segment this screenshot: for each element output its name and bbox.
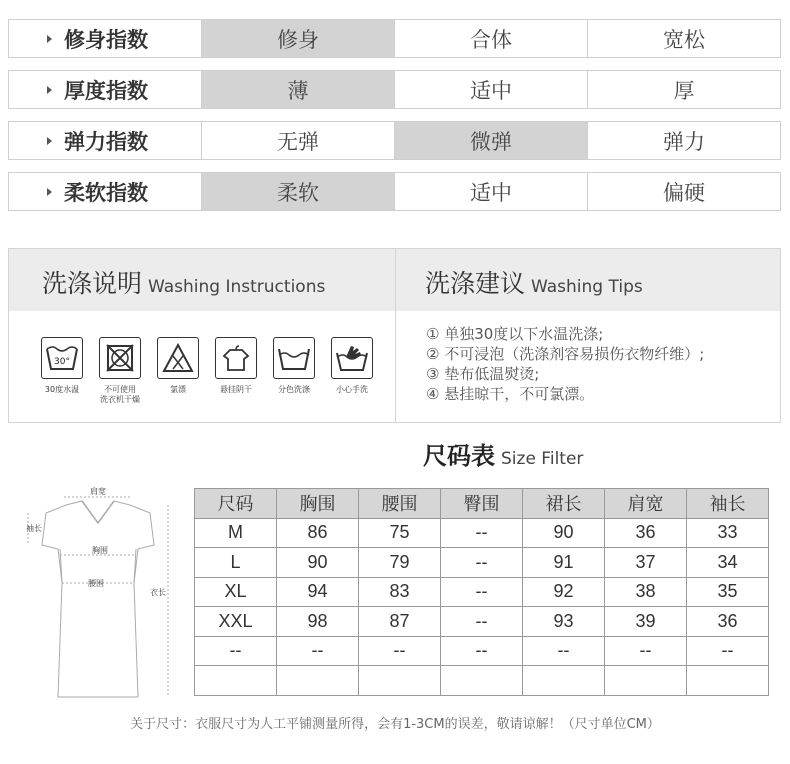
wash-icon-item [91, 337, 149, 405]
table-cell: -- [441, 518, 523, 548]
wash-icon-label: 30度水温 [44, 385, 80, 394]
table-cell: 39 [605, 607, 687, 637]
table-row [195, 577, 769, 607]
index-row-softness [8, 172, 781, 211]
table-cell: -- [277, 636, 359, 666]
svg-text:30°: 30° [54, 357, 70, 367]
triangle-right-icon [47, 86, 52, 94]
index-option: 适中 [395, 71, 588, 108]
wash-icon-list [33, 337, 381, 405]
size-table-title [423, 436, 583, 471]
table-cell: -- [441, 548, 523, 578]
table-cell: -- [441, 607, 523, 637]
index-option: 合体 [395, 20, 588, 57]
table-cell: 98 [277, 607, 359, 637]
table-row [195, 548, 769, 578]
wash-icon-item [323, 337, 381, 405]
table-cell: -- [687, 636, 769, 666]
table-cell: -- [195, 636, 277, 666]
table-cell: XXL [195, 607, 277, 637]
triangle-right-icon [47, 137, 52, 145]
header-cell: 尺码 [195, 489, 277, 519]
index-option: 偏硬 [663, 180, 705, 205]
index-row-elasticity [8, 121, 781, 160]
header-cell: 袖长 [687, 489, 769, 519]
table-row [195, 607, 769, 637]
table-cell [359, 666, 441, 696]
index-title-text: 弹力指数 [64, 129, 148, 154]
table-cell [605, 666, 687, 696]
washing-instructions-en: Washing Instructions [148, 277, 326, 297]
table-cell: 75 [359, 518, 441, 548]
table-cell: 87 [359, 607, 441, 637]
header-cell: 腰围 [359, 489, 441, 519]
header-cell: 胸围 [277, 489, 359, 519]
washing-tips-list [426, 324, 704, 404]
wash-icon-item [265, 337, 323, 405]
table-cell: 35 [687, 577, 769, 607]
wash-icon-label: 不可使用 洗衣机干燥 [100, 385, 140, 404]
table-cell: 34 [687, 548, 769, 578]
table-cell: 36 [687, 607, 769, 637]
table-cell: -- [605, 636, 687, 666]
index-title-text: 修身指数 [64, 27, 148, 52]
index-title [9, 173, 202, 210]
index-row-fit [8, 19, 781, 58]
table-cell: 33 [687, 518, 769, 548]
table-cell: 38 [605, 577, 687, 607]
index-row-thickness [8, 70, 781, 109]
table-cell: L [195, 548, 277, 578]
table-cell: 94 [277, 577, 359, 607]
diagram-label-shoulder: 肩宽 [90, 487, 106, 496]
wash-30-icon [41, 337, 83, 379]
wash-icon-label: 悬挂阴干 [220, 385, 252, 394]
size-title-en: Size Filter [501, 449, 584, 469]
table-cell: 36 [605, 518, 687, 548]
size-title-cn: 尺码表 [423, 442, 495, 470]
table-cell: 91 [523, 548, 605, 578]
washing-tips-title [425, 264, 643, 300]
wash-icon-item [207, 337, 265, 405]
header-cell: 裙长 [523, 489, 605, 519]
diagram-label-chest: 胸围 [92, 546, 108, 555]
bleach-icon [157, 337, 199, 379]
table-cell: 86 [277, 518, 359, 548]
table-cell [277, 666, 359, 696]
hang-dry-icon [215, 337, 257, 379]
index-option: 微弹 [395, 122, 588, 159]
table-cell [523, 666, 605, 696]
table-cell: 90 [523, 518, 605, 548]
table-cell: XL [195, 577, 277, 607]
washing-tip: ① 单独30度以下水温洗涤; [426, 325, 604, 343]
table-cell: 90 [277, 548, 359, 578]
index-option: 无弹 [202, 122, 395, 159]
table-cell: 93 [523, 607, 605, 637]
table-cell [195, 666, 277, 696]
table-cell: -- [441, 636, 523, 666]
washing-tip: ② 不可浸泡（洗涤剂容易损伤衣物纤维）; [426, 345, 705, 363]
wash-icon-label: 分色洗涤 [278, 385, 310, 394]
header-cell: 臀围 [441, 489, 523, 519]
diagram-label-sleeve: 袖长 [26, 524, 42, 533]
washing-divider [395, 249, 396, 422]
washing-instructions-cn: 洗涤说明 [42, 269, 143, 298]
table-cell: -- [359, 636, 441, 666]
wash-icon-label: 氯漂 [170, 385, 186, 394]
index-option: 适中 [395, 173, 588, 210]
size-disclaimer: 关于尺寸：衣服尺寸为人工平铺测量所得，会有1-3CM的误差，敬请谅解！（尺寸单位CM） [130, 717, 660, 732]
washing-tip: ③ 垫布低温熨烫; [426, 365, 540, 383]
dress-diagram [20, 483, 180, 703]
table-cell: 79 [359, 548, 441, 578]
index-title-text: 柔软指数 [64, 180, 148, 205]
index-title [9, 20, 202, 57]
index-option: 薄 [202, 71, 395, 108]
washing-tips-en: Washing Tips [531, 277, 643, 297]
washing-section [8, 248, 781, 423]
index-option: 修身 [202, 20, 395, 57]
triangle-right-icon [47, 188, 52, 196]
table-cell: M [195, 518, 277, 548]
hand-wash-icon [331, 337, 373, 379]
separate-wash-icon [273, 337, 315, 379]
table-cell: -- [441, 577, 523, 607]
table-row [195, 666, 769, 696]
table-cell: 92 [523, 577, 605, 607]
diagram-label-length: 衣长 [150, 588, 166, 597]
table-cell: -- [523, 636, 605, 666]
washing-tip: ④ 悬挂晾干，不可氯漂。 [426, 385, 595, 403]
washing-instructions-title [42, 264, 325, 300]
index-title [9, 71, 202, 108]
header-cell: 肩宽 [605, 489, 687, 519]
table-row [195, 518, 769, 548]
triangle-right-icon [47, 35, 52, 43]
table-cell [687, 666, 769, 696]
index-option: 柔软 [202, 173, 395, 210]
diagram-label-waist: 腰围 [88, 579, 104, 588]
size-table [194, 488, 769, 696]
index-option: 宽松 [663, 27, 705, 52]
table-cell: 83 [359, 577, 441, 607]
index-title [9, 122, 202, 159]
no-tumble-dry-icon [99, 337, 141, 379]
wash-icon-label: 小心手洗 [336, 385, 368, 394]
size-table-header [195, 489, 769, 519]
wash-icon-item [33, 337, 91, 405]
index-option: 厚 [673, 78, 695, 103]
table-row [195, 636, 769, 666]
table-cell [441, 666, 523, 696]
table-cell: 37 [605, 548, 687, 578]
index-title-text: 厚度指数 [64, 78, 148, 103]
washing-tips-cn: 洗涤建议 [425, 269, 526, 298]
wash-icon-item [149, 337, 207, 405]
index-option: 弹力 [663, 129, 705, 154]
